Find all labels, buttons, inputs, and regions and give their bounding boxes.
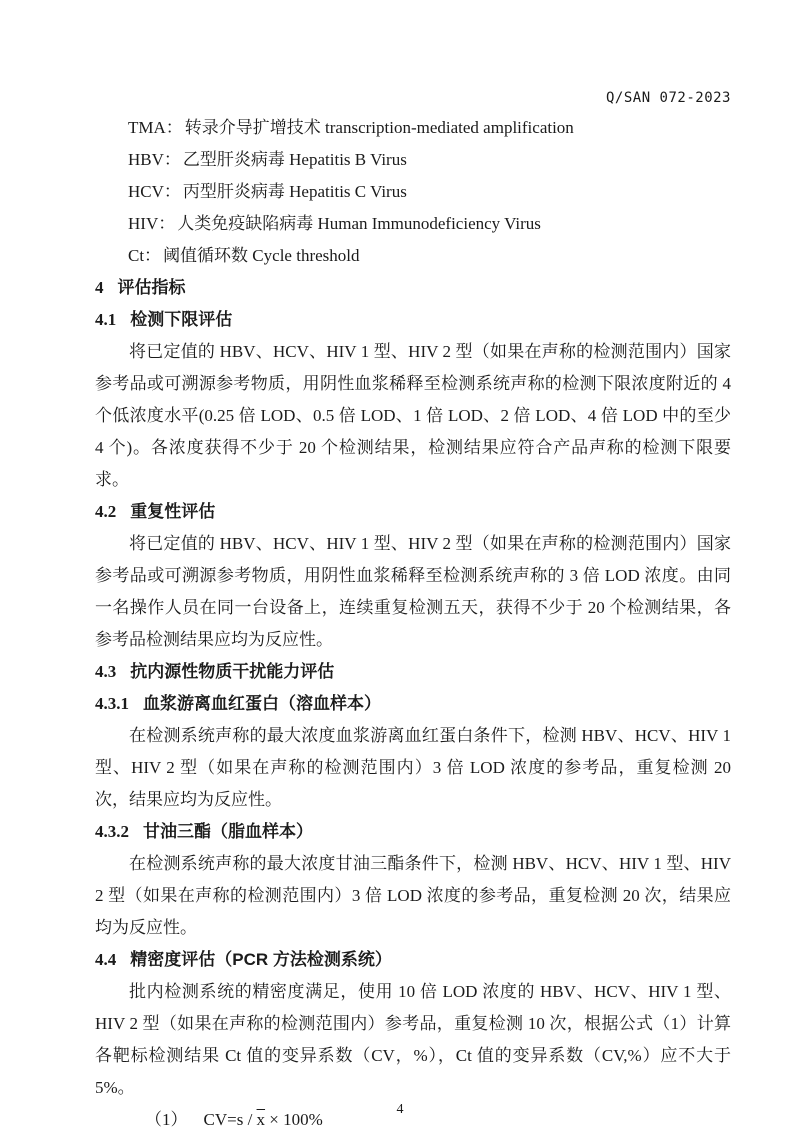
- abbreviation-term: HBV：: [128, 150, 181, 169]
- section-title: 检测下限评估: [130, 310, 233, 329]
- abbreviation-term: HIV：: [128, 214, 176, 233]
- section-title: 抗内源性物质干扰能力评估: [130, 662, 335, 681]
- section-title: 精密度评估（PCR 方法检测系统）: [130, 950, 392, 969]
- doc-number: Q/SAN 072-2023: [605, 90, 731, 106]
- abbreviation-list: [95, 112, 731, 272]
- abbreviation-definition: 丙型肝炎病毒 Hepatitis C Virus: [182, 182, 407, 201]
- section-title: 重复性评估: [130, 502, 216, 521]
- formula-expression-left: CV=s /: [203, 1110, 257, 1129]
- section-heading-4-4: [95, 944, 731, 976]
- abbreviation-term: TMA：: [128, 118, 183, 137]
- abbreviation-line: [95, 112, 731, 144]
- document-body: [95, 112, 731, 1131]
- section-number: 4.4: [95, 950, 117, 969]
- abbreviation-definition: 乙型肝炎病毒 Hepatitis B Virus: [182, 150, 407, 169]
- section-number: 4.1: [95, 310, 117, 329]
- paragraph-4-1: 将已定值的 HBV、HCV、HIV 1 型、HIV 2 型（如果在声称的检测范围内）国家参考品或可溯源参考物质，用阴性血浆稀释至检测系统声称的检测下限浓度附近的 4 个低浓度水平(0.25 倍 LOD、0.5 倍 LOD、1 倍 LOD、2 倍 LOD、4 倍 LOD 中的至少 4 个)。各浓度获得不少于 20 个检测结果，检测结果应符合产品声称的检测下限要求。: [95, 342, 731, 489]
- section-number: 4: [95, 278, 104, 297]
- page-number: 4: [396, 1102, 404, 1117]
- formula-label: （1）: [145, 1110, 188, 1129]
- section-number: 4.3.2: [95, 822, 129, 841]
- section-heading-4-3-2: [95, 816, 731, 848]
- formula-xbar: $\overline{x}$: [256, 1110, 266, 1129]
- section-title: 甘油三酯（脂血样本）: [143, 822, 313, 841]
- abbreviation-term: Ct：: [128, 246, 162, 265]
- section-heading-4-3-1: [95, 688, 731, 720]
- abbreviation-definition: 阈值循环数 Cycle threshold: [163, 246, 360, 265]
- paragraph-4-2: 将已定值的 HBV、HCV、HIV 1 型、HIV 2 型（如果在声称的检测范围内）国家参考品或可溯源参考物质，用阴性血浆稀释至检测系统声称的 3 倍 LOD 浓度。由同一名操作人员在同一台设备上，连续重复检测五天，获得不少于 20 个检测结果，各参考品检测结果应均为反应性。: [95, 534, 731, 649]
- formula-expression-right: × 100%: [265, 1110, 323, 1129]
- section-number: 4.3.1: [95, 694, 129, 713]
- section-heading-4-2: [95, 496, 731, 528]
- abbreviation-line: [95, 208, 731, 240]
- abbreviation-definition: 人类免疫缺陷病毒 Human Immunodeficiency Virus: [177, 214, 541, 233]
- section-heading-4: [95, 272, 731, 304]
- section-title: 评估指标: [117, 278, 186, 297]
- paragraph-4-3-1: 在检测系统声称的最大浓度血浆游离血红蛋白条件下，检测 HBV、HCV、HIV 1 型、HIV 2 型（如果在声称的检测范围内）3 倍 LOD 浓度的参考品，重复检测 20 次，结果应均为反应性。: [95, 726, 731, 809]
- section-title: 血浆游离血红蛋白（溶血样本）: [143, 694, 381, 713]
- abbreviation-line: [95, 240, 731, 272]
- section-heading-4-3: [95, 656, 731, 688]
- abbreviation-definition: 转录介导扩增技术 transcription-mediated amplification: [184, 118, 574, 137]
- abbreviation-line: [95, 176, 731, 208]
- section-number: 4.3: [95, 662, 117, 681]
- section-heading-4-1: [95, 304, 731, 336]
- paragraph-4-3-2: 在检测系统声称的最大浓度甘油三酯条件下，检测 HBV、HCV、HIV 1 型、HIV 2 型（如果在声称的检测范围内）3 倍 LOD 浓度的参考品，重复检测 20 次，结果应均为反应性。: [95, 854, 731, 937]
- paragraph-4-4: 批内检测系统的精密度满足，使用 10 倍 LOD 浓度的 HBV、HCV、HIV 1 型、HIV 2 型（如果在声称的检测范围内）参考品，重复检测 10 次，根据公式（1）计算各靶标检测结果 Ct 值的变异系数（CV，%），Ct 值的变异系数（CV,%）应不大于 5%。: [95, 982, 731, 1097]
- abbreviation-term: HCV：: [128, 182, 181, 201]
- section-number: 4.2: [95, 502, 117, 521]
- abbreviation-line: [95, 144, 731, 176]
